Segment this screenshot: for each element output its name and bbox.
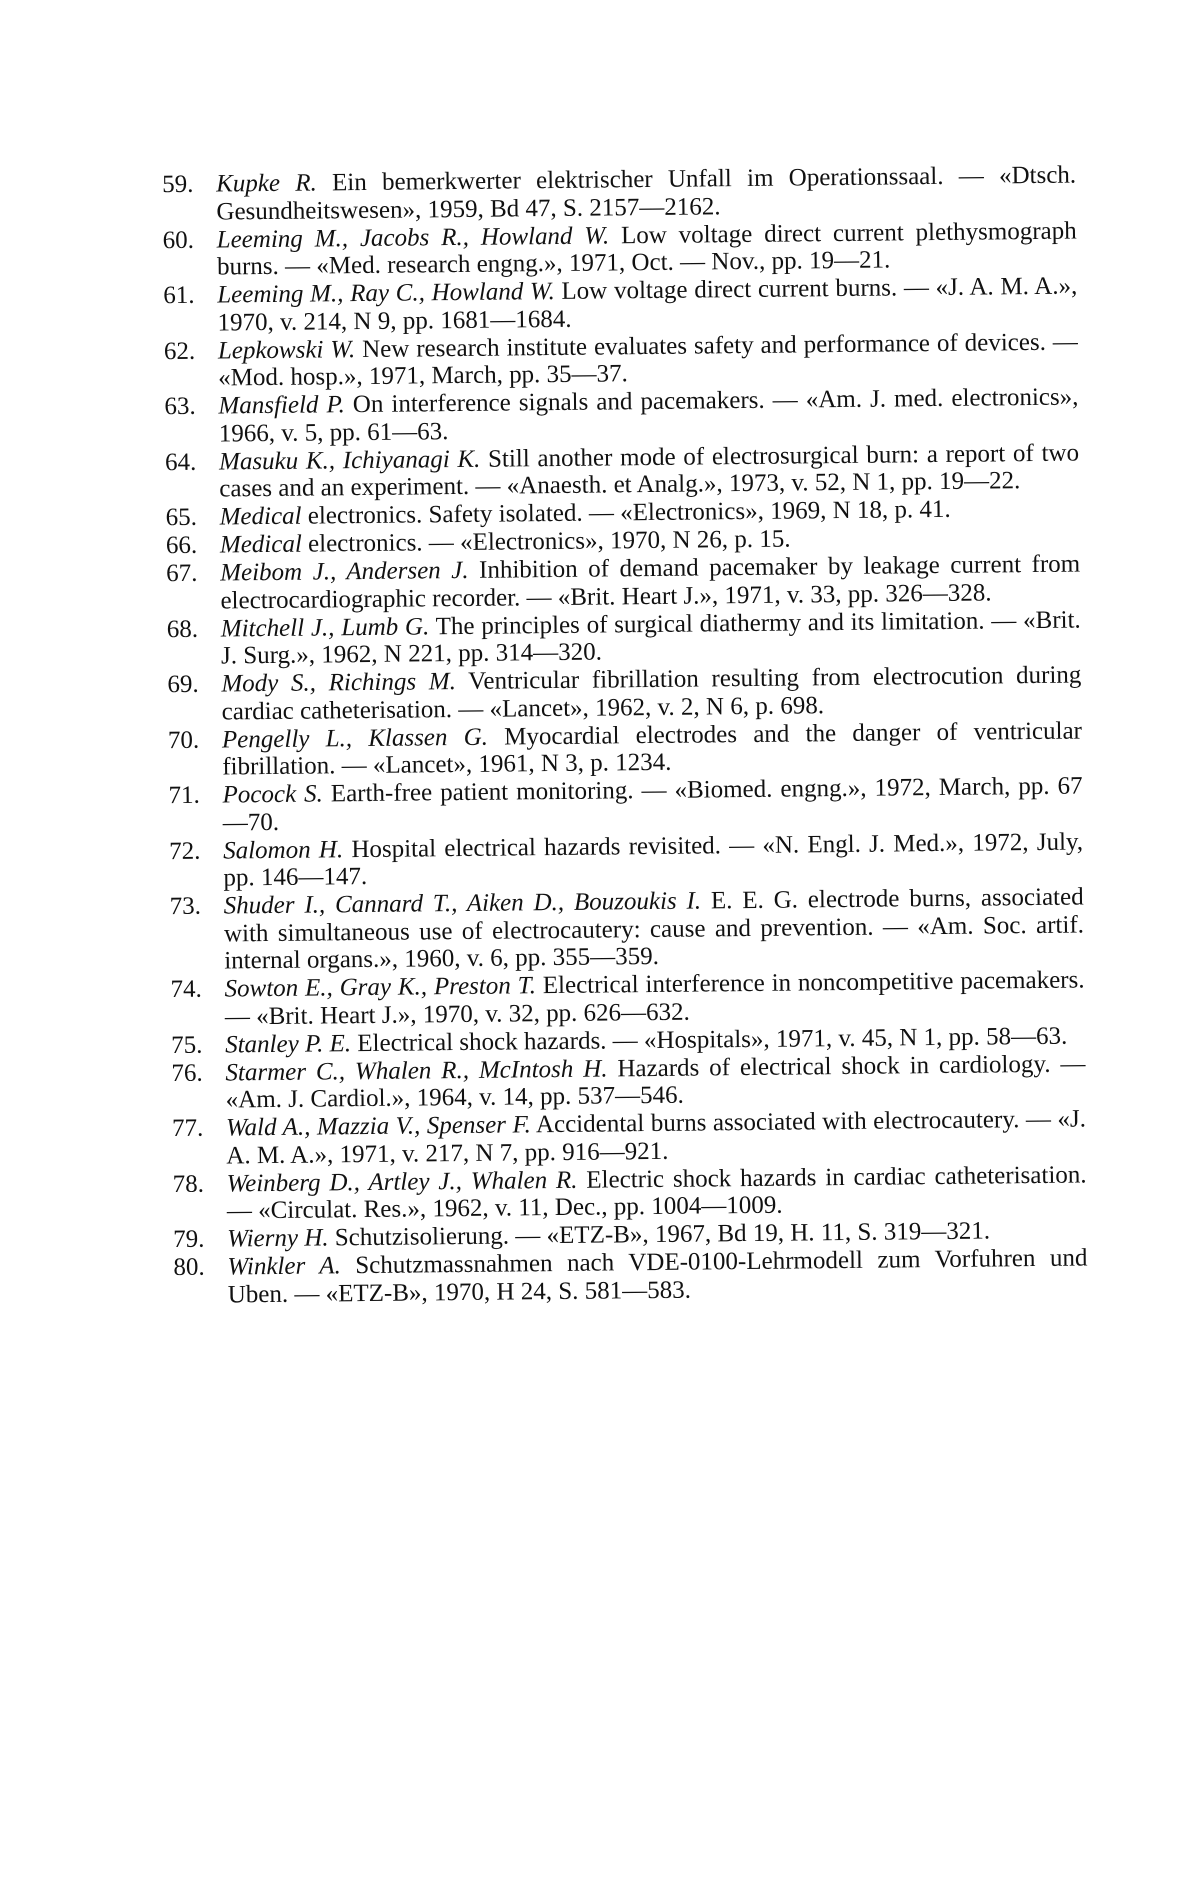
reference-item	[171, 1049, 1086, 1114]
reference-text: Electrical interference in noncompetitive pacemakers. — «Brit. Heart J.», 1970, v. 32, pp. 626—632.	[224, 966, 1085, 1030]
reference-authors: Winkler A.	[227, 1252, 341, 1281]
reference-item	[168, 772, 1083, 837]
reference-number: 59.	[162, 170, 194, 199]
reference-text: Inhibition of demand pacemaker by leakage current from electrocardiographic recorder. — «Brit. Heart J.», 1971, v. 33, pp. 326—328.	[220, 550, 1081, 615]
reference-number: 62.	[163, 337, 196, 365]
reference-number: 76.	[171, 1059, 203, 1087]
reference-number: 74.	[170, 975, 202, 1004]
reference-text: Electrical shock hazards. — «Hospitals», 1971, v. 45, N 1, pp. 58—63.	[350, 1022, 1068, 1057]
reference-authors: Mody S., Richings M.	[221, 668, 457, 698]
reference-item	[169, 883, 1085, 975]
reference-number: 63.	[164, 392, 196, 421]
reference-text: Hazards of electrical shock in cardiology. — «Am. J. Cardiol.», 1964, v. 14, pp. 537—546.	[225, 1049, 1086, 1114]
reference-number: 64.	[164, 448, 197, 476]
reference-authors: Pengelly L., Klassen G.	[221, 723, 489, 754]
reference-authors: Medical	[219, 530, 302, 559]
reference-number: 69.	[167, 670, 199, 699]
reference-authors: Meibom J., Andersen J.	[220, 556, 469, 587]
reference-item	[170, 966, 1085, 1030]
reference-text: Schutzmassnahmen nach VDE-0100-Lehrmodell zum Vorfuhren und Uben. — «ETZ-B», 1970, H 24, S. 581—583.	[227, 1244, 1088, 1308]
reference-authors: Wald A., Mazzia V., Spenser F.	[225, 1111, 531, 1142]
reference-list	[162, 161, 1088, 1310]
reference-item	[163, 272, 1078, 337]
reference-authors: Starmer C., Whalen R., McIntosh H.	[225, 1054, 608, 1086]
reference-number: 61.	[163, 281, 195, 310]
reference-text: Low voltage direct current plethysmograph burns. — «Med. research engng.», 1971, Oct. — Nov., pp. 19—21.	[216, 217, 1077, 281]
reference-item	[167, 717, 1083, 781]
reference-number: 78.	[172, 1170, 204, 1198]
reference-number: 66.	[165, 531, 198, 560]
reference-item	[163, 328, 1079, 392]
reference-authors: Kupke R.	[215, 169, 317, 198]
reference-authors: Masuku K., Ichiyanagi K.	[218, 445, 481, 476]
reference-item	[166, 550, 1081, 615]
reference-authors: Sowton E., Gray K., Preston T.	[224, 972, 537, 1003]
reference-text: New research institute evaluates safety and performance of devices. — «Mod. hosp.», 1971, March, pp. 35—37.	[218, 328, 1078, 392]
reference-number: 65.	[165, 503, 198, 532]
reference-text: Earth-free patient monitoring. — «Biomed. engng.», 1972, March, pp. 67—70.	[222, 772, 1083, 837]
reference-text: E. E. G. electrode burns, associated with simultaneous use of electrocautery: cause and prevention. — «Am. Soc. artif. internal organs.», 1960, v. 6, pp. 355—359.	[223, 883, 1085, 975]
reference-text: Myocardial electrodes and the danger of ventricular fibrillation. — «Lancet», 1961, N 3, p. 1234.	[222, 717, 1083, 781]
reference-item	[171, 1105, 1087, 1169]
reference-text: electronics. — «Electronics», 1970, N 26, p. 15.	[301, 525, 791, 558]
reference-item	[164, 439, 1080, 503]
reference-number: 67.	[166, 559, 198, 588]
reference-number: 75.	[171, 1031, 203, 1059]
reference-text: Ventricular fibrillation resulting from electrocution during cardiac catheterisation. — «Lancet», 1962, v. 2, N 6, p. 698.	[221, 661, 1082, 726]
reference-text: On interference signals and pacemakers. — «Am. J. med. electronics», 1966, v. 5, pp. 61—63.	[218, 383, 1079, 448]
reference-number: 73.	[169, 892, 202, 921]
reference-authors: Stanley P. E.	[225, 1029, 352, 1058]
reference-text: Ein bemerkwerter elektrischer Unfall im Operationssaal. — «Dtsch. Gesundheitswesen», 1959, Bd 47, S. 2157—2162.	[216, 161, 1077, 226]
reference-text: Hospital electrical hazards revisited. — «N. Engl. J. Med.», 1972, July, pp. 146—147.	[223, 827, 1084, 892]
reference-number: 60.	[162, 226, 195, 254]
reference-authors: Wierny H.	[227, 1224, 329, 1253]
reference-text: Still another mode of electrosurgical burn: a report of two cases and an experiment. — «Anaesth. et Analg.», 1973, v. 52, N 1, pp. 19—22.	[219, 439, 1080, 503]
reference-number: 68.	[166, 615, 199, 643]
reference-text: Accidental burns associated with electrocautery. — «J. A. M. A.», 1971, v. 217, N 7, pp. 916—921.	[226, 1105, 1087, 1169]
reference-item	[167, 661, 1082, 726]
reference-authors: Mansfield P.	[218, 391, 345, 420]
reference-authors: Shuder I., Cannard T., Aiken D., Bouzoukis I.	[223, 887, 702, 920]
reference-number: 79.	[173, 1225, 205, 1254]
reference-number: 72.	[168, 837, 201, 865]
reference-number: 70.	[167, 726, 200, 754]
reference-item	[164, 383, 1079, 448]
reference-authors: Weinberg D., Artley J., Whalen R.	[226, 1166, 578, 1197]
reference-number: 80.	[173, 1253, 205, 1282]
reference-item	[166, 606, 1082, 670]
reference-authors: Leeming M., Ray C., Howland W.	[217, 277, 555, 309]
reference-authors: Medical	[219, 502, 302, 531]
reference-authors: Leeming M., Jacobs R., Howland W.	[216, 221, 610, 254]
reference-text: The principles of surgical diathermy and its limitation. — «Brit. J. Surg.», 1962, N 221, pp. 314—320.	[220, 606, 1081, 670]
reference-text: Electric shock hazards in cardiac catheterisation. — «Circulat. Res.», 1962, v. 11, Dec., pp. 1004—1009.	[226, 1160, 1087, 1225]
reference-authors: Salomon H.	[222, 835, 344, 865]
reference-text: electronics. Safety isolated. — «Electronics», 1969, N 18, p. 41.	[301, 495, 951, 530]
reference-number: 77.	[171, 1114, 204, 1143]
reference-item	[162, 161, 1077, 226]
reference-text: Low voltage direct current burns. — «J. A. M. A.», 1970, v. 214, N 9, pp. 1681—1684.	[217, 272, 1078, 337]
reference-number: 71.	[168, 781, 200, 810]
reference-item	[172, 1160, 1087, 1225]
reference-item	[168, 827, 1084, 892]
reference-authors: Lepkowski W.	[217, 335, 356, 365]
reference-item	[173, 1244, 1088, 1308]
reference-item	[162, 217, 1078, 281]
reference-authors: Mitchell J., Lumb G.	[220, 612, 430, 643]
reference-text: Schutzisolierung. — «ETZ-B», 1967, Bd 19, H. 11, S. 319—321.	[328, 1217, 991, 1252]
reference-authors: Pocock S.	[222, 780, 323, 809]
